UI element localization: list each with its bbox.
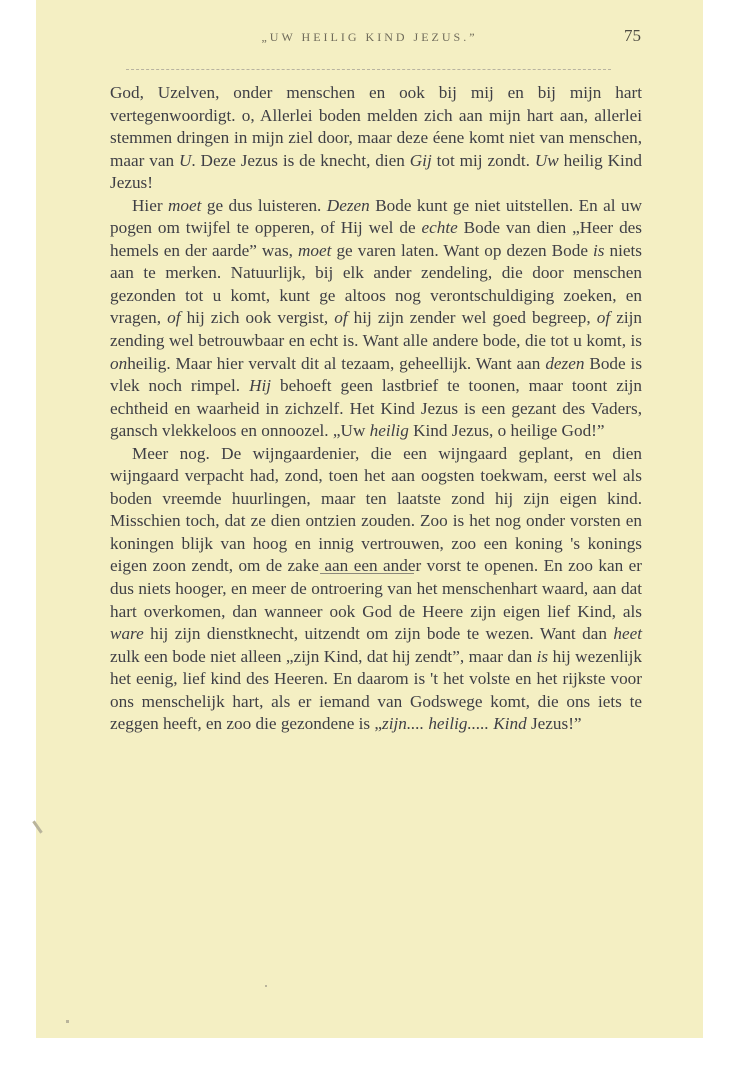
end-rule	[320, 573, 414, 574]
italic-text: echte	[421, 218, 458, 238]
text-segment: ge varen laten. Want op dezen Bode	[331, 240, 593, 260]
italic-text: of	[167, 308, 181, 328]
text-segment: Bode is vlek noch rimpel.	[110, 353, 643, 396]
text-segment: hij zich ook vergist,	[180, 308, 335, 328]
italic-text: U	[178, 150, 192, 170]
paragraph	[110, 195, 642, 443]
italic-text: heet	[613, 624, 642, 644]
italic-text: moet	[297, 240, 332, 260]
text-segment: behoeft geen lastbrief te toonen, maar toont zijn echtheid en waarheid in zichzelf. Het Kind Jezus is een gezant des Vaders, gansch vlekkeloos en onnoozel. „Uw	[110, 376, 642, 441]
text-segment: niets aan te merken. Natuurlijk, bij elk ander zendeling, die door menschen gezonden tot u komt, kunt ge altoos nog verontschuldiging zoeken, en vragen,	[110, 240, 642, 328]
book-page	[36, 0, 703, 1038]
text-segment: hij wezenlijk het eenig, lief kind des Heeren. En daarom is 't het volste en het rijkste voor ons menschelijk hart, als er iemand van Godswege komt, die ons iets te zeggen heeft, en zoo die gezondene is „	[110, 646, 642, 734]
page-number: 75	[624, 26, 641, 45]
text-segment: ge dus luisteren.	[201, 195, 327, 215]
italic-text: Hij	[249, 376, 272, 396]
italic-text: zijn.... heilig..... Kind	[382, 714, 527, 734]
paragraph	[110, 82, 642, 195]
italic-text: moet	[168, 195, 202, 215]
text-segment: . Deze Jezus is de knecht, dien	[191, 150, 410, 170]
paragraph	[110, 443, 642, 736]
text-segment: tot mij zondt.	[431, 150, 535, 170]
running-head	[36, 22, 703, 52]
text-segment: heilig. Maar hier vervalt dit al tezaam, geheellijk. Want aan	[127, 353, 546, 373]
italic-text: is	[593, 240, 605, 260]
italic-text: of	[334, 308, 348, 328]
italic-text: dezen	[545, 353, 585, 373]
italic-text: ware	[110, 624, 144, 644]
text-segment: Kind Jezus, o heilige God!”	[408, 421, 605, 441]
italic-text: Uw	[534, 150, 559, 170]
running-title: „UW HEILIG KIND JEZUS.”	[261, 30, 478, 44]
text-segment: zijn zending wel betrouwbaar en echt is. Want alle andere bode, die tot u komt, is	[110, 308, 642, 351]
text-segment: God, Uzelven, onder menschen en ook bij mij en bij mijn hart vertegenwoordigt. o, Allerlei boden melden zich aan mijn hart aan, allerlei stemmen dringen in mijn ziel door, maar deze éene komt niet van menschen, maar van	[110, 83, 642, 170]
text-segment: zulk een bode niet alleen „zijn Kind, dat hij zendt”, maar dan	[110, 646, 537, 666]
text-segment: Bode van dien „Heer des hemels en der aarde” was,	[110, 218, 642, 260]
specks	[66, 1020, 69, 1023]
specks	[265, 985, 267, 987]
text-segment: Bode kunt ge niet uitstellen. En al uw pogen om twijfel te opperen, of Hij wel de	[110, 195, 642, 238]
text-segment: Meer nog. De wijngaardenier, die een wijngaard geplant, en dien wijngaard verpacht had, zond, toen het aan oogsten toekwam, eerst wel als boden vreemde huurlingen, maar ten laatste zond hij zijn eigen kind. Misschien toch, dat ze dien ontzien zouden. Zoo is het nog onder vorsten en koningen blijk van hoog en innig vertrouwen, zoo een koning 's konings eigen zoon zendt, om de zake aan een ander vorst te openen. En zoo kan er dus niets hooger, en meer de ontroering van het menschenhart waard, aan dat hart overkomen, dan wanneer ook God de Heere zijn eigen lief Kind, als	[110, 443, 642, 621]
text-segment: Jezus!”	[526, 714, 582, 734]
body-text	[110, 82, 642, 736]
text-segment: hij zijn dienstknecht, uitzendt om zijn bode te wezen. Want dan	[143, 624, 614, 644]
italic-text: Dezen	[326, 195, 370, 215]
italic-text: of	[596, 308, 611, 328]
text-segment: hij zijn zender wel goed begreep,	[347, 308, 597, 328]
italic-text: Gij	[409, 150, 432, 170]
header-rule	[126, 69, 611, 70]
italic-text: on	[110, 353, 128, 373]
text-segment: heilig Kind Jezus!	[110, 150, 643, 193]
italic-text: heilig	[369, 421, 409, 441]
margin-mark	[32, 820, 42, 833]
italic-text: is	[536, 646, 549, 666]
text-segment: Hier	[132, 195, 168, 215]
